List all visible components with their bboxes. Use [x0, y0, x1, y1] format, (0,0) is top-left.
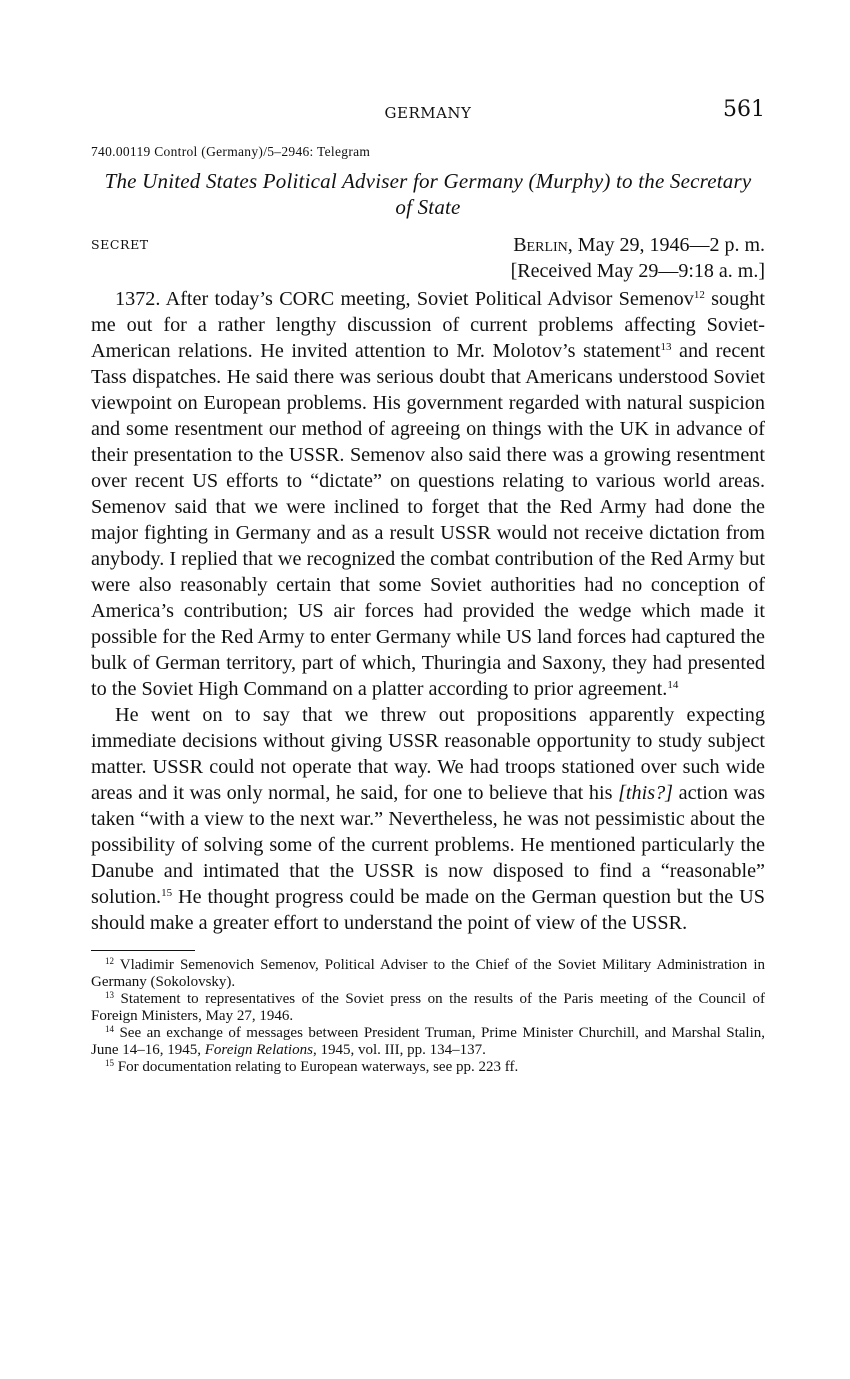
footnote-text: Vladimir Semenovich Semenov, Political Adviser to the Chief of the Soviet Military Administration in Germany (Sokolovsky). [91, 957, 765, 990]
paragraph-2 [91, 702, 765, 936]
footnote-divider [91, 950, 195, 951]
document-title: The United States Political Adviser for Germany (Murphy) to the Secretary of State [104, 169, 752, 219]
editorial-note: [this?] [618, 782, 674, 804]
footnote-ref-15: 15 [161, 887, 173, 899]
footnote-13 [91, 991, 765, 1025]
file-reference: 740.00119 Control (Germany)/5–2946: Telegram [91, 144, 371, 159]
paragraph-2-text-2: action was taken “with a view to the next war.” Nevertheless, he was not pessimistic about the possibility of solving some of the current problems. He mentioned particularly the Danube and intimated that the USSR is now disposed to find a “reasonable” solution. [91, 782, 765, 908]
document-page [91, 96, 765, 1076]
paragraph-1-text-3: and recent Tass dispatches. He said there was serious doubt that Americans understood Soviet viewpoint on European problems. His government regarded with natural suspicion and some resentment our method of agreeing on things with the UK in advance of their presentation to the USSR. Semenov also said there was a growing resentment over recent US efforts to “dictate” on questions relating to various world areas. Semenov said that we were inclined to forget that the Red Army had done the major fighting in Germany and as a result USSR would not receive dictation from anybody. I replied that we recognized the combat contribution of the Red Army but were also reasonably certain that some Soviet authorities had no conception of America’s contribution; US air forces had provided the wedge which made it possible for the Red Army to enter Germany while US land forces had captured the bulk of German territory, part of which, Thuringia and Saxony, they had presented to the Soviet High Command on a platter according to prior agreement. [91, 340, 765, 700]
classification-label: SECRET [91, 237, 149, 252]
page-number: 561 [723, 97, 765, 122]
footnote-text: For documentation relating to European waterways, see pp. 223 ff. [117, 1059, 519, 1075]
footnote-ref-13: 13 [660, 341, 672, 353]
paragraph-2-text-1: He went on to say that we threw out propositions apparently expecting immediate decisions without giving USSR reasonable opportunity to study subject matter. USSR could not operate that way. We had troops stationed over such wide areas and it was only normal, he said, for one to believe that his [91, 704, 765, 804]
footnote-text: Statement to representatives of the Soviet press on the results of the Paris meeting of the Council of Foreign Ministers, May 27, 1946. [91, 991, 766, 1024]
paragraph-2-text-3: He thought progress could be made on the German question but the US should make a greater effort to understand the point of view of the USSR. [91, 886, 765, 934]
running-head [91, 96, 765, 128]
dateline [511, 232, 765, 284]
received-date: [Received May 29—9:18 a. m.] [510, 260, 765, 282]
footnote-text-end: , 1945, vol. III, pp. 134–137. [312, 1042, 486, 1058]
footnote-number: 14 [105, 1024, 114, 1034]
paragraph-1 [91, 286, 765, 702]
running-title: GERMANY [384, 104, 472, 122]
sent-datetime: , May 29, 1946—2 p. m. [567, 234, 765, 256]
footnote-italic-title: Foreign Relations [204, 1042, 313, 1058]
footnote-14 [91, 1025, 765, 1059]
footnote-number: 12 [105, 956, 114, 966]
paragraph-1-text-2: sought me out for a rather lengthy discussion of current problems affecting Soviet-American relations. He invited attention to Mr. Molotov’s statement [91, 288, 765, 362]
place-name: Berlin [513, 234, 568, 256]
telegram-body [91, 286, 765, 936]
telegram-header [91, 232, 765, 284]
footnote-text: See an exchange of messages between President Truman, Prime Minister Churchill, and Marshal Stalin, June 14–16, 1945, [91, 1025, 765, 1058]
sent-date [511, 232, 765, 258]
footnote-number: 13 [105, 990, 114, 1000]
footnote-ref-12: 12 [693, 289, 705, 301]
footnote-ref-14: 14 [667, 679, 679, 691]
footnotes [91, 957, 765, 1076]
footnote-12 [91, 957, 765, 991]
footnote-15 [91, 1059, 765, 1076]
paragraph-1-text-1: 1372. After today’s CORC meeting, Soviet Political Advisor Semenov [115, 288, 694, 310]
footnote-number: 15 [105, 1058, 114, 1068]
